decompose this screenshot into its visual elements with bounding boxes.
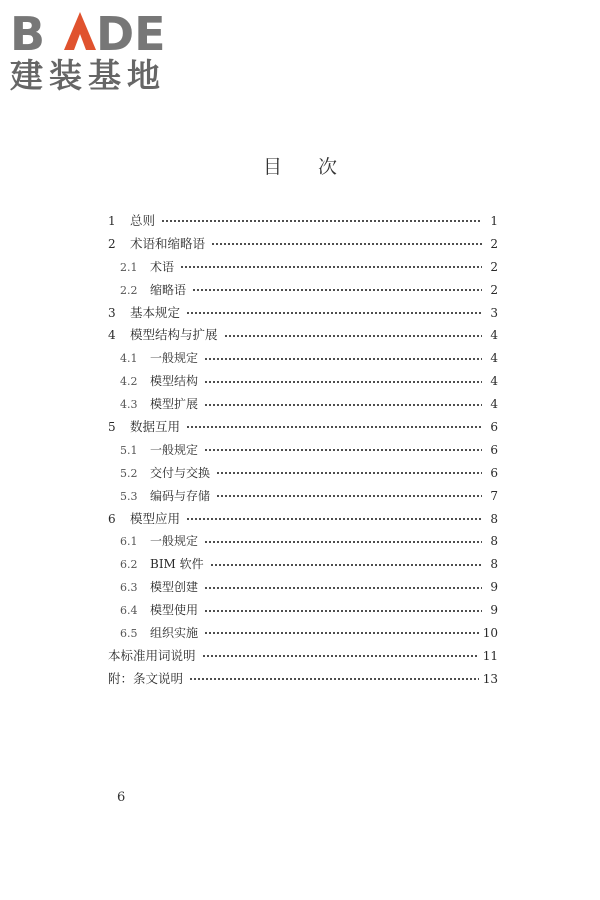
toc-entry-label: 术语 bbox=[150, 259, 175, 274]
toc-leader-dots bbox=[216, 467, 482, 479]
toc-leader-dots bbox=[204, 536, 482, 548]
toc-entry[interactable] bbox=[108, 508, 498, 531]
toc-leader-dots bbox=[204, 376, 482, 388]
toc-entry-number: 5.3 bbox=[120, 489, 138, 503]
toc-entry-label: 模型应用 bbox=[130, 510, 181, 526]
toc-entry-page: 8 bbox=[490, 511, 498, 526]
toc-entry-label: 模型扩展 bbox=[150, 397, 199, 412]
toc-entry[interactable] bbox=[108, 599, 498, 622]
toc-entry-page: 13 bbox=[482, 671, 498, 686]
toc-entry-label: BIM 软件 bbox=[150, 557, 204, 572]
toc-entry-number: 1 bbox=[108, 214, 116, 228]
toc-entry-label: 一般规定 bbox=[150, 351, 199, 366]
toc-entry[interactable] bbox=[108, 279, 498, 302]
toc-entry[interactable] bbox=[108, 576, 498, 599]
toc-entry-number: 6.5 bbox=[120, 627, 138, 641]
wordmark-letter: B bbox=[10, 8, 46, 52]
toc-leader-dots bbox=[204, 399, 482, 411]
toc-entry-label: 交付与交换 bbox=[150, 465, 211, 480]
toc-entry-page: 3 bbox=[490, 305, 498, 320]
toc-entry-label: 术语和缩略语 bbox=[130, 235, 206, 251]
toc-entry[interactable] bbox=[108, 668, 498, 691]
toc-title: 目次 bbox=[262, 156, 373, 178]
toc-entry-label: 缩略语 bbox=[150, 282, 187, 297]
toc-entry-page: 6 bbox=[490, 442, 498, 457]
toc-entry-number: 4.3 bbox=[120, 398, 138, 412]
toc-entry-page: 10 bbox=[482, 626, 498, 641]
toc-leader-dots bbox=[216, 490, 482, 502]
toc-entry[interactable] bbox=[108, 233, 498, 256]
toc-entry-label: 基本规定 bbox=[130, 304, 181, 320]
toc-entry-label: 一般规定 bbox=[150, 534, 199, 549]
wordmark-accent-a bbox=[64, 12, 96, 50]
toc-entry[interactable] bbox=[108, 485, 498, 508]
toc-entry-page: 1 bbox=[490, 214, 498, 228]
toc-leader-dots bbox=[224, 330, 482, 342]
toc-leader-dots bbox=[204, 605, 482, 617]
toc-leader-dots bbox=[211, 238, 482, 250]
toc-entry-page: 6 bbox=[490, 420, 498, 435]
toc-entry-label: 模型使用 bbox=[150, 603, 199, 618]
logo-wordmark bbox=[10, 8, 180, 52]
toc-leader-dots bbox=[180, 261, 482, 273]
toc-entry[interactable] bbox=[108, 393, 498, 416]
toc-entry-page: 8 bbox=[490, 557, 498, 572]
toc-entry-number: 5.1 bbox=[120, 443, 138, 457]
toc-leader-dots bbox=[210, 559, 482, 571]
logo-wordmark-graphic bbox=[10, 8, 175, 52]
toc-entry-page: 6 bbox=[490, 465, 498, 480]
toc-entry-label: 附：条文说明 bbox=[108, 670, 184, 686]
toc-leader-dots bbox=[192, 284, 482, 296]
toc-entry[interactable] bbox=[108, 553, 498, 576]
toc-entry-number: 4.2 bbox=[120, 375, 138, 389]
toc-entry-page: 4 bbox=[490, 351, 498, 366]
toc-entry-number: 6.4 bbox=[120, 604, 138, 618]
toc-entry-label: 模型结构 bbox=[150, 374, 199, 389]
toc-entry-label: 模型创建 bbox=[150, 580, 199, 595]
toc-entry-label: 组织实施 bbox=[150, 626, 199, 641]
toc-entry-page: 4 bbox=[490, 397, 498, 412]
toc-entry[interactable] bbox=[108, 302, 498, 325]
toc-entry-label: 模型结构与扩展 bbox=[130, 327, 218, 343]
toc-entry[interactable] bbox=[108, 439, 498, 462]
toc-leader-dots bbox=[161, 215, 482, 227]
toc-entry-number: 4.1 bbox=[120, 352, 138, 366]
toc-leader-dots bbox=[186, 421, 482, 433]
toc-entry-page: 4 bbox=[490, 374, 498, 389]
table-of-contents bbox=[108, 210, 498, 691]
toc-entry-label: 一般规定 bbox=[150, 442, 199, 457]
toc-entry[interactable] bbox=[108, 210, 498, 233]
toc-entry-page: 8 bbox=[490, 534, 498, 549]
logo-subtitle: 建装基地 bbox=[10, 56, 166, 95]
toc-entry-page: 2 bbox=[490, 259, 498, 274]
toc-leader-dots bbox=[204, 627, 479, 639]
toc-leader-dots bbox=[186, 513, 482, 525]
toc-entry-number: 4 bbox=[108, 328, 116, 343]
toc-entry-number: 2 bbox=[108, 236, 116, 251]
toc-leader-dots bbox=[204, 353, 482, 365]
toc-entry-number: 2.2 bbox=[120, 283, 138, 297]
toc-entry-label: 数据互用 bbox=[130, 419, 181, 435]
toc-entry[interactable] bbox=[108, 256, 498, 279]
toc-leader-dots bbox=[204, 444, 482, 456]
toc-entry-label: 总则 bbox=[130, 213, 156, 228]
toc-entry-page: 9 bbox=[490, 580, 498, 595]
page-number: 6 bbox=[117, 790, 126, 805]
toc-entry-number: 3 bbox=[108, 305, 116, 320]
toc-entry-number: 5.2 bbox=[120, 466, 138, 480]
brand-logo bbox=[10, 8, 180, 94]
toc-leader-dots bbox=[204, 582, 482, 594]
toc-entry[interactable] bbox=[108, 622, 498, 645]
toc-leader-dots bbox=[189, 673, 479, 685]
toc-entry[interactable] bbox=[108, 530, 498, 553]
toc-entry-label: 编码与存储 bbox=[150, 488, 211, 503]
toc-entry-page: 4 bbox=[490, 328, 498, 343]
toc-entry-number: 6 bbox=[108, 511, 116, 526]
toc-entry[interactable] bbox=[108, 324, 498, 347]
toc-entry[interactable] bbox=[108, 645, 498, 668]
toc-leader-dots bbox=[186, 307, 482, 319]
toc-entry-page: 2 bbox=[490, 236, 498, 251]
toc-leader-dots bbox=[202, 650, 479, 662]
toc-entry-number: 2.1 bbox=[120, 260, 138, 274]
toc-entry-page: 7 bbox=[490, 488, 498, 503]
toc-entry-number: 6.3 bbox=[120, 581, 138, 595]
toc-entry[interactable] bbox=[108, 416, 498, 439]
toc-entry-page: 2 bbox=[490, 282, 498, 297]
wordmark-letters: DE bbox=[96, 8, 166, 52]
toc-entry-number: 6.2 bbox=[120, 558, 138, 572]
toc-entry-label: 本标准用词说明 bbox=[108, 647, 196, 663]
toc-entry-number: 6.1 bbox=[120, 535, 138, 549]
toc-entry-page: 11 bbox=[482, 648, 498, 663]
toc-entry[interactable] bbox=[108, 370, 498, 393]
toc-entry[interactable] bbox=[108, 347, 498, 370]
toc-entry-page: 9 bbox=[490, 603, 498, 618]
toc-entry-number: 5 bbox=[108, 420, 116, 435]
toc-entry[interactable] bbox=[108, 462, 498, 485]
